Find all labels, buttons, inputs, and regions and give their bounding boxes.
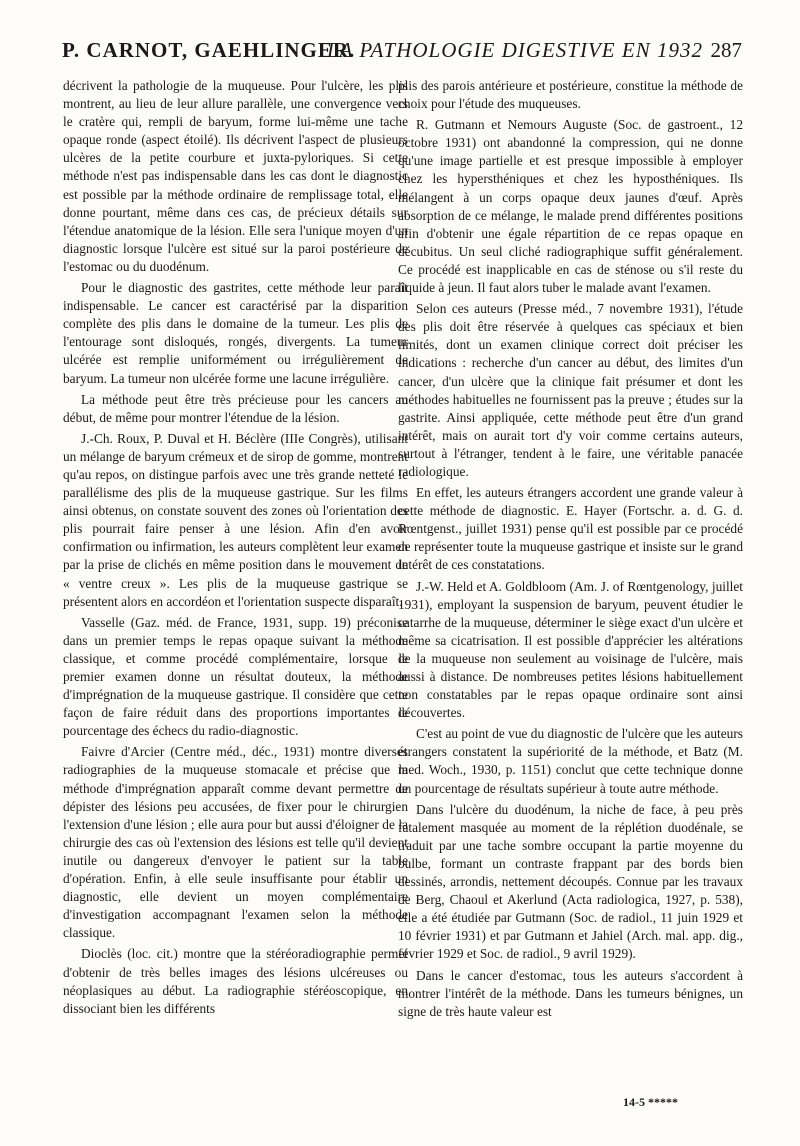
paragraph: Pour le diagnostic des gastrites, cette méthode leur paraît indispensable. Le cancer est caractérisé par la disparition complète des plis dans le domaine de la tumeur. Les plis de l'entourage sont disloqués, rongés, divergents. La tumeur ulcérée est remplie uniformément ou irrégulièrement de baryum. La tumeur non ulcérée forme une lacune irrégulière. bbox=[63, 280, 408, 386]
printer-signature: 14-5 ***** bbox=[623, 1095, 678, 1109]
paragraph: Vasselle (Gaz. méd. de France, 1931, supp. 19) préconise dans un premier temps le repas opaque suivant la méthode classique, et comme procédé complémentaire, lorsque le premier examen donne un résultat douteux, la méthode d'imprégnation de la muqueuse gastrique. Il considère que cette façon de faire réduit dans des proportions importantes le pourcentage des échecs du radio-diagnostic. bbox=[63, 614, 408, 739]
paragraph: R. Gutmann et Nemours Auguste (Soc. de gastroent., 12 octobre 1931) ont abandonné la compression, qui ne donne qu'une image partielle et est presque impossible à employer chez les hypersthéniques et chez les hyposthéniques. Ils mélangent à un corps opaque deux jaunes d'œuf. Après absorption de ce mélange, le malade prend différentes positions afin d'obtenir une égale répartition de ce repas opaque en décubitus. Un seul cliché radiographique suffit généralement. Ce procédé est inapplicable en cas de sténose ou s'il reste du liquide à jeun. Il faut alors tuber le malade avant l'examen. bbox=[398, 117, 743, 296]
paragraph: Dans l'ulcère du duodénum, la niche de face, à peu près fatalement masquée au moment de la réplétion duodénale, se traduit par une tache sombre occupant la partie moyenne du bulbe, formant un contraste frappant par des bords bien dessinés, arrondis, nettement découpés. Connue par les travaux de Berg, Chaoul et Akerlund (Acta radiologica, 1927, p. 538), elle a été étudiée par Gutmann (Soc. de radiol., 11 juin 1929 et 10 février 1931) et par Gutmann et Jahiel (Arch. mal. app. dig., février 1929 et Soc. de radiol., 9 avril 1929). bbox=[398, 801, 743, 962]
right-column bbox=[398, 77, 743, 1024]
paragraph: Selon ces auteurs (Presse méd., 7 novembre 1931), l'étude des plis doit être réservée à quelques cas spéciaux et bien limités, dont un examen clinique correct doit préciser les indications : recherche d'un cancer au début, des limites d'un cancer, d'un ulcère que la clinique fait présumer et dont les méthodes habituelles ne fournissent pas la preuve ; études sur la gastrite. Ainsi appliquée, cette méthode peut être d'un grand intérêt, mais on aurait tort d'y voir comme certains auteurs, surtout à l'étranger, tendent à le faire, une véritable panacée radiologique. bbox=[398, 301, 743, 479]
paragraph: C'est au point de vue du diagnostic de l'ulcère que les auteurs étrangers constatent la supériorité de la méthode, et Batz (M. med. Woch., 1930, p. 1151) conclut que cette technique donne un pourcentage de résultats supérieur à toute autre méthode. bbox=[398, 726, 743, 796]
page-number: 287 bbox=[710, 38, 742, 62]
running-header bbox=[62, 38, 742, 72]
paragraph: Faivre d'Arcier (Centre méd., déc., 1931) montre diverses radiographies de la muqueuse stomacale et précise que la méthode d'imprégnation apparaît comme devant permettre de dépister des lésions peu accusées, de fixer pour le chirurgien l'extension d'une lésion ; elle aura pour but aussi d'éloigner de la chirurgie des cas où l'extension des lésions est telle qu'il devient inutile ou dangereux d'envoyer le patient sur la table d'opération. Enfin, à elle seule insuffisante pour établir un diagnostic, elle devient un moyen complémentaire d'investigation accompagnant l'examen selon la méthode classique. bbox=[63, 744, 408, 941]
paragraph: J.-Ch. Roux, P. Duval et H. Béclère (IIIe Congrès), utilisant un mélange de baryum crémeux et de sirop de gomme, montrent qu'au repos, on distingue parfois avec une très grande netteté le parallélisme des plis de la muqueuse gastrique. Sur les films ainsi obtenus, on constate souvent des zones où l'orientation des plis pourrait faire penser à une lésion. Afin d'en avoir confirmation ou infirmation, les auteurs complètent leur examen par la prise de clichés en même position dans le mouvement de « ventre creux ». Les plis de la muqueuse gastrique se présentent alors en accordéon et l'orientation suspecte disparaît. bbox=[63, 430, 408, 609]
paragraph: En effet, les auteurs étrangers accordent une grande valeur à cette méthode de diagnostic. E. Hayer (Fortschr. a. d. G. d. Rœntgenst., juillet 1931) pense qu'il est possible par ce procédé de représenter toute la muqueuse gastrique et insiste sur le grand intérêt de ces constatations. bbox=[398, 485, 743, 573]
header-authors: P. CARNOT, GAEHLINGER. bbox=[62, 38, 356, 62]
header-title: LA PATHOLOGIE DIGESTIVE EN 1932 bbox=[327, 38, 703, 62]
paragraph: décrivent la pathologie de la muqueuse. Pour l'ulcère, les plis montrent, au lieu de leur allure parallèle, une convergence vers le cratère qui, rempli de baryum, forme lui-même une tache opaque ronde (aspect étoilé). Ils décrivent l'aspect de plusieurs ulcères de la petite courbure et juxta-pyloriques. Si cette méthode n'est pas indispensable dans les cas dont le diagnostic est possible par la méthode ordinaire de remplissage total, elle donne pourtant, même dans ces cas, de précieux détails sur l'étendue anatomique de la lésion. Elle sera l'unique moyen d'un diagnostic lorsque l'ulcère est situé sur la paroi postérieure de l'estomac ou du duodénum. bbox=[63, 78, 408, 274]
paragraph: plis des parois antérieure et postérieure, constitue la méthode de choix pour l'étude des muqueuses. bbox=[398, 78, 743, 112]
left-column bbox=[63, 77, 408, 1021]
paragraph: Dans le cancer d'estomac, tous les auteurs s'accordent à montrer l'intérêt de la méthode. Dans les tumeurs bénignes, un signe de très haute valeur est bbox=[398, 967, 743, 1019]
paragraph: La méthode peut être très précieuse pour les cancers au début, de même pour montrer l'étendue de la lésion. bbox=[63, 391, 408, 425]
paragraph: J.-W. Held et A. Goldbloom (Am. J. of Rœntgenology, juillet 1931), employant la suspension de baryum, peuvent étudier le catarrhe de la muqueuse, déterminer le siège exact d'un ulcère et même sa cicatrisation. Il est possible d'apprécier les altérations de la muqueuse non seulement au voisinage de l'ulcère, mais aussi à distance. De nombreuses petites lésions habituellement non constatables par le repas opaque ordinaire sont ainsi découvertes. bbox=[398, 578, 743, 721]
paragraph: Dioclès (loc. cit.) montre que la stéréoradiographie permet d'obtenir de très belles images des lésions ulcéreuses ou néoplasiques au début. La radiographie stéréoscopique, en dissociant bien les différents bbox=[63, 946, 408, 1016]
